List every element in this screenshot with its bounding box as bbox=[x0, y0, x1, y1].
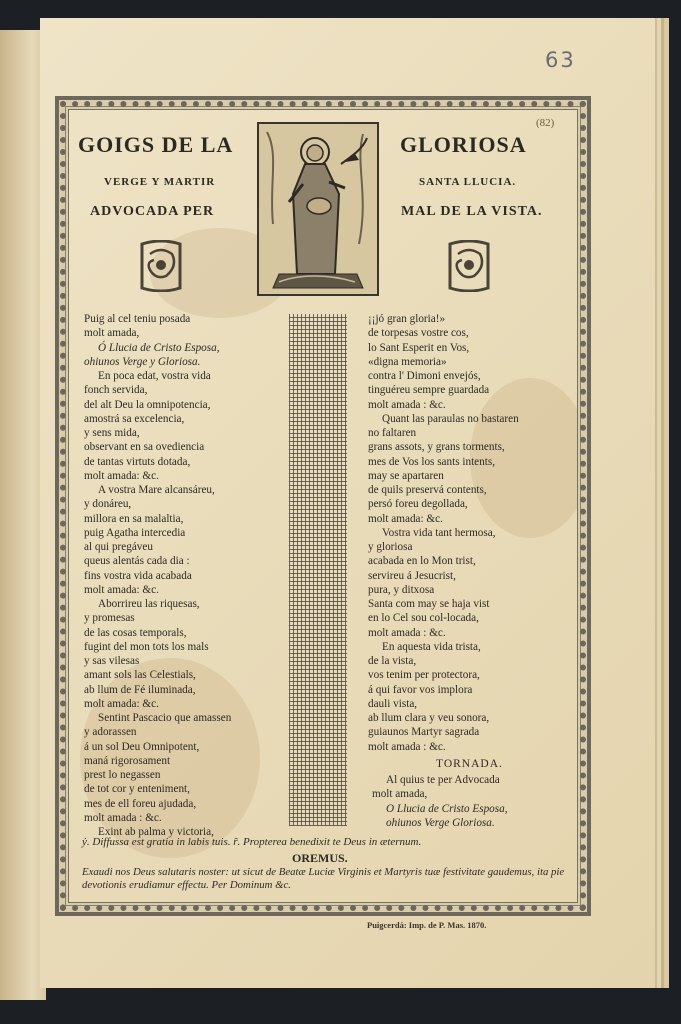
verse-line: tinguéreu sempre guardada bbox=[368, 384, 490, 397]
verse-line: maná rigorosament bbox=[84, 754, 171, 767]
verse-line: fonch servida, bbox=[84, 384, 148, 397]
verse-line: Sentint Pascacio que amassen bbox=[98, 712, 232, 724]
verse-line: pura, y ditxosa bbox=[368, 583, 435, 596]
verse-line: ohiunos Verge y Gloriosa. bbox=[84, 355, 201, 368]
verse-line: molt amada: &c. bbox=[84, 469, 159, 482]
verse-line: lo Sant Esperit en Vos, bbox=[368, 341, 470, 354]
verse-line: A vostra Mare alcansáreu, bbox=[98, 484, 215, 496]
verse-line: fins vostra vida acabada bbox=[84, 569, 192, 582]
title-left-1: GOIGS DE LA bbox=[78, 132, 234, 157]
title-right-2: SANTA LLUCIA. bbox=[419, 176, 517, 188]
verse-line: y promesas bbox=[84, 612, 135, 625]
verse-line: de la vista, bbox=[368, 655, 417, 667]
verse-line: prest lo negassen bbox=[84, 769, 161, 781]
verse-line: ¡¡jó gran gloria!» bbox=[368, 313, 446, 325]
title-left-3: ADVOCADA PER bbox=[90, 204, 215, 219]
verse-line: Al quius te per Advocada bbox=[386, 774, 500, 786]
verse-line: vos tenim per protectora, bbox=[368, 669, 480, 682]
verse-line: En aquesta vida trista, bbox=[382, 640, 481, 653]
verse-line: mes de Vos los sants intents, bbox=[368, 455, 496, 468]
verse-line: millora en sa malaltia, bbox=[84, 512, 184, 525]
verse-line: molt amada: &c. bbox=[84, 583, 159, 596]
verse-line: fugint del mon tots los mals bbox=[84, 640, 209, 653]
right-verse-column bbox=[368, 312, 519, 754]
verse-line: molt amada : &c. bbox=[368, 626, 446, 639]
verse-line: Exint ab palma y victoria, bbox=[98, 826, 214, 838]
saint-lucy-woodcut bbox=[257, 122, 379, 296]
verse-line: molt amada: &c. bbox=[368, 512, 443, 525]
printer-imprint: Puigcerdá: Imp. de P. Mas. 1870. bbox=[367, 920, 487, 930]
verse-line: may se apartaren bbox=[368, 469, 444, 482]
verse-line: amostrá sa excelencia, bbox=[84, 412, 185, 425]
oremus-heading: OREMUS. bbox=[292, 851, 348, 865]
verse-line: Ó Llucia de Cristo Esposa, bbox=[98, 341, 220, 354]
verse-line: no faltaren bbox=[368, 427, 417, 439]
verse-line: dauli vista, bbox=[368, 697, 418, 710]
left-verse-column bbox=[84, 312, 231, 839]
verse-line: Quant las paraulas no bastaren bbox=[382, 412, 519, 425]
verse-line: y adorassen bbox=[84, 726, 137, 739]
verse-line: En poca edat, vostra vida bbox=[98, 370, 211, 382]
verse-line: á qui favor vos implora bbox=[368, 683, 473, 696]
versicle-response: ỷ. Diffussa est gratia in labis tuis. ȓ. Propterea benedixit te Deus in æternum. bbox=[82, 836, 422, 848]
verse-line: al qui pregáveu bbox=[84, 541, 153, 553]
verse-line: y sens mida, bbox=[84, 427, 140, 439]
verse-line: molt amada : &c. bbox=[84, 811, 162, 824]
verse-line: guiaunos Martyr sagrada bbox=[368, 726, 480, 739]
verse-line: ohiunos Verge Gloriosa. bbox=[386, 816, 495, 829]
tornada-verse bbox=[372, 773, 508, 830]
verse-line: de torpesas vostre cos, bbox=[368, 327, 469, 340]
verse-line: molt amada: &c. bbox=[84, 697, 159, 710]
closing-prayer: Exaudi nos Deus salutaris noster: ut sicut de Beatæ Luciæ Virginis et Martyris tuæ festivitate gaudemus, ita pie devotionis erudiamur effectu. Per Dominum &c. bbox=[82, 866, 565, 891]
verse-line: y sas vilesas bbox=[84, 655, 140, 667]
verse-line: servireu á Jesucrist, bbox=[368, 569, 456, 582]
verse-line: puig Agatha intercedia bbox=[84, 526, 186, 539]
document-page bbox=[40, 18, 655, 988]
verse-line: mes de ell foreu ajudada, bbox=[84, 797, 197, 810]
verse-line: y gloriosa bbox=[368, 541, 413, 553]
title-left-2: VERGE Y MARTIR bbox=[104, 176, 216, 188]
decorative-ornament-left bbox=[138, 240, 184, 292]
verse-line: de quils preservá contents, bbox=[368, 484, 487, 496]
tornada-heading: TORNADA. bbox=[436, 758, 503, 770]
title-right-1: GLORIOSA bbox=[400, 132, 527, 157]
verse-line: de tantas virtuts dotada, bbox=[84, 455, 191, 468]
catalog-stamp: (82) bbox=[536, 117, 555, 129]
title-right-3: MAL DE LA VISTA. bbox=[401, 204, 543, 219]
verse-line: Aborrireu las riquesas, bbox=[98, 598, 200, 610]
verse-line: grans assots, y grans torments, bbox=[368, 441, 505, 454]
verse-line: O Llucia de Cristo Esposa, bbox=[386, 802, 508, 815]
verse-line: ab llum de Fé iluminada, bbox=[84, 683, 196, 696]
verse-line: de tot cor y enteniment, bbox=[84, 783, 190, 796]
central-ornamental-divider bbox=[289, 314, 347, 826]
verse-line: en lo Cel sou col-locada, bbox=[368, 612, 479, 625]
folio-number: 63 bbox=[545, 48, 576, 72]
verse-line: ab llum clara y veu sonora, bbox=[368, 712, 490, 724]
verse-line: molt amada, bbox=[84, 327, 140, 340]
verse-line: acabada en lo Mon trist, bbox=[368, 555, 476, 568]
verse-line: observant en sa ovediencia bbox=[84, 441, 205, 454]
verse-line: contra l' Dimoni envejós, bbox=[368, 370, 481, 382]
verse-line: Santa com may se haja vist bbox=[368, 598, 490, 610]
verse-line: queus alentás cada dia : bbox=[84, 555, 190, 568]
decorative-ornament-right bbox=[446, 240, 492, 292]
verse-line: á un sol Deu Omnipotent, bbox=[84, 740, 200, 753]
verse-line: de las cosas temporals, bbox=[84, 626, 187, 639]
verse-line: del alt Deu la omnipotencia, bbox=[84, 398, 211, 411]
verse-line: Vostra vida tant hermosa, bbox=[382, 526, 496, 539]
verse-line: molt amada : &c. bbox=[368, 398, 446, 411]
verse-line: molt amada : &c. bbox=[368, 740, 446, 753]
verse-line: molt amada, bbox=[372, 788, 428, 801]
verse-line: «digna memoria» bbox=[368, 355, 447, 368]
verse-line: y donáreu, bbox=[84, 498, 132, 511]
verse-line: persó foreu degollada, bbox=[368, 498, 468, 511]
verse-line: amant sols las Celestials, bbox=[84, 669, 196, 682]
verse-line: Puig al cel teniu posada bbox=[84, 313, 191, 325]
